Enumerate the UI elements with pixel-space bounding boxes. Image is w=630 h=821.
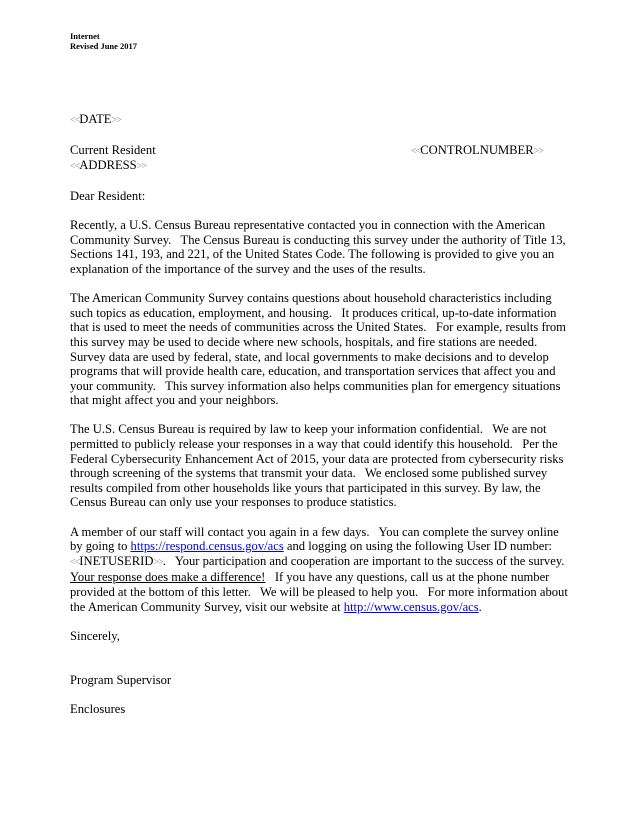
header-revision-date: Revised June 2017 xyxy=(70,41,138,51)
closing: Sincerely, xyxy=(70,628,120,643)
user-id-placeholder: <<INETUSERID>> xyxy=(70,553,163,568)
signature-title: Program Supervisor xyxy=(70,672,172,687)
control-number-placeholder: <<CONTROLNUMBER>> xyxy=(411,143,543,158)
enclosures-note: Enclosures xyxy=(70,701,126,716)
paragraph-instructions: A member of our staff will contact you again in a few days. You can complete the survey online by going to https://respond.census.gov/acs and logging on using the following User ID number: <<INETUSERID>>. Your participation and cooperation are important to the success of the survey. Your response does make a difference! If you have any questions, call us at the phone number provided at the bottom of this letter. We will be pleased to help you. For more information about the American Community Survey, visit our website at http://www.census.gov/acs. xyxy=(70,524,572,614)
paragraph-purpose: The American Community Survey contains questions about household characteristics including such topics as education, employment, and housing. It produces critical, up-to-date information that is used to meet the needs of communities across the United States. For example, results from this survey may be used to decide where new schools, hospitals, and fire stations are needed. Survey data are used by federal, state, and local governments to make decisions and to develop programs that will provide health care, education, and transportation services that affect you and your community. This survey information also helps communities plan for emergency situations that might affect you and your neighbors. xyxy=(70,291,570,408)
letter-body xyxy=(70,112,570,716)
header-channel: Internet xyxy=(70,31,100,41)
date-placeholder: <<DATE>> xyxy=(70,112,121,126)
paragraph-intro: Recently, a U.S. Census Bureau representative contacted you in connection with the American Community Survey. The Census Bureau is conducting this survey under the authority of Title 13, Sections 141, 193, and 221, of the United States Code. The following is provided to give you an explanation of the importance of the survey and the uses of the results. xyxy=(70,218,569,276)
emphasis-text: Your response does make a difference! xyxy=(70,570,266,585)
document-header xyxy=(70,31,137,51)
respond-link[interactable]: https://respond.census.gov/acs xyxy=(130,539,284,554)
paragraph-confidentiality: The U.S. Census Bureau is required by law to keep your information confidential. We are not permitted to publicly release your responses in a way that could identify this household. Per the Federal Cybersecurity Enhancement Act of 2015, your data are protected from cybersecurity risks through screening of the systems that transmit your data. We enclosed some published survey results compiled from other households like yours that participated in this survey. By law, the Census Bureau can only use your responses to produce statistics. xyxy=(70,422,567,510)
recipient-block xyxy=(70,143,570,174)
recipient-name: Current Resident xyxy=(70,143,156,158)
website-link[interactable]: http://www.census.gov/acs xyxy=(343,599,479,614)
address-placeholder: <<ADDRESS>> xyxy=(70,157,146,172)
salutation: Dear Resident: xyxy=(70,188,146,203)
